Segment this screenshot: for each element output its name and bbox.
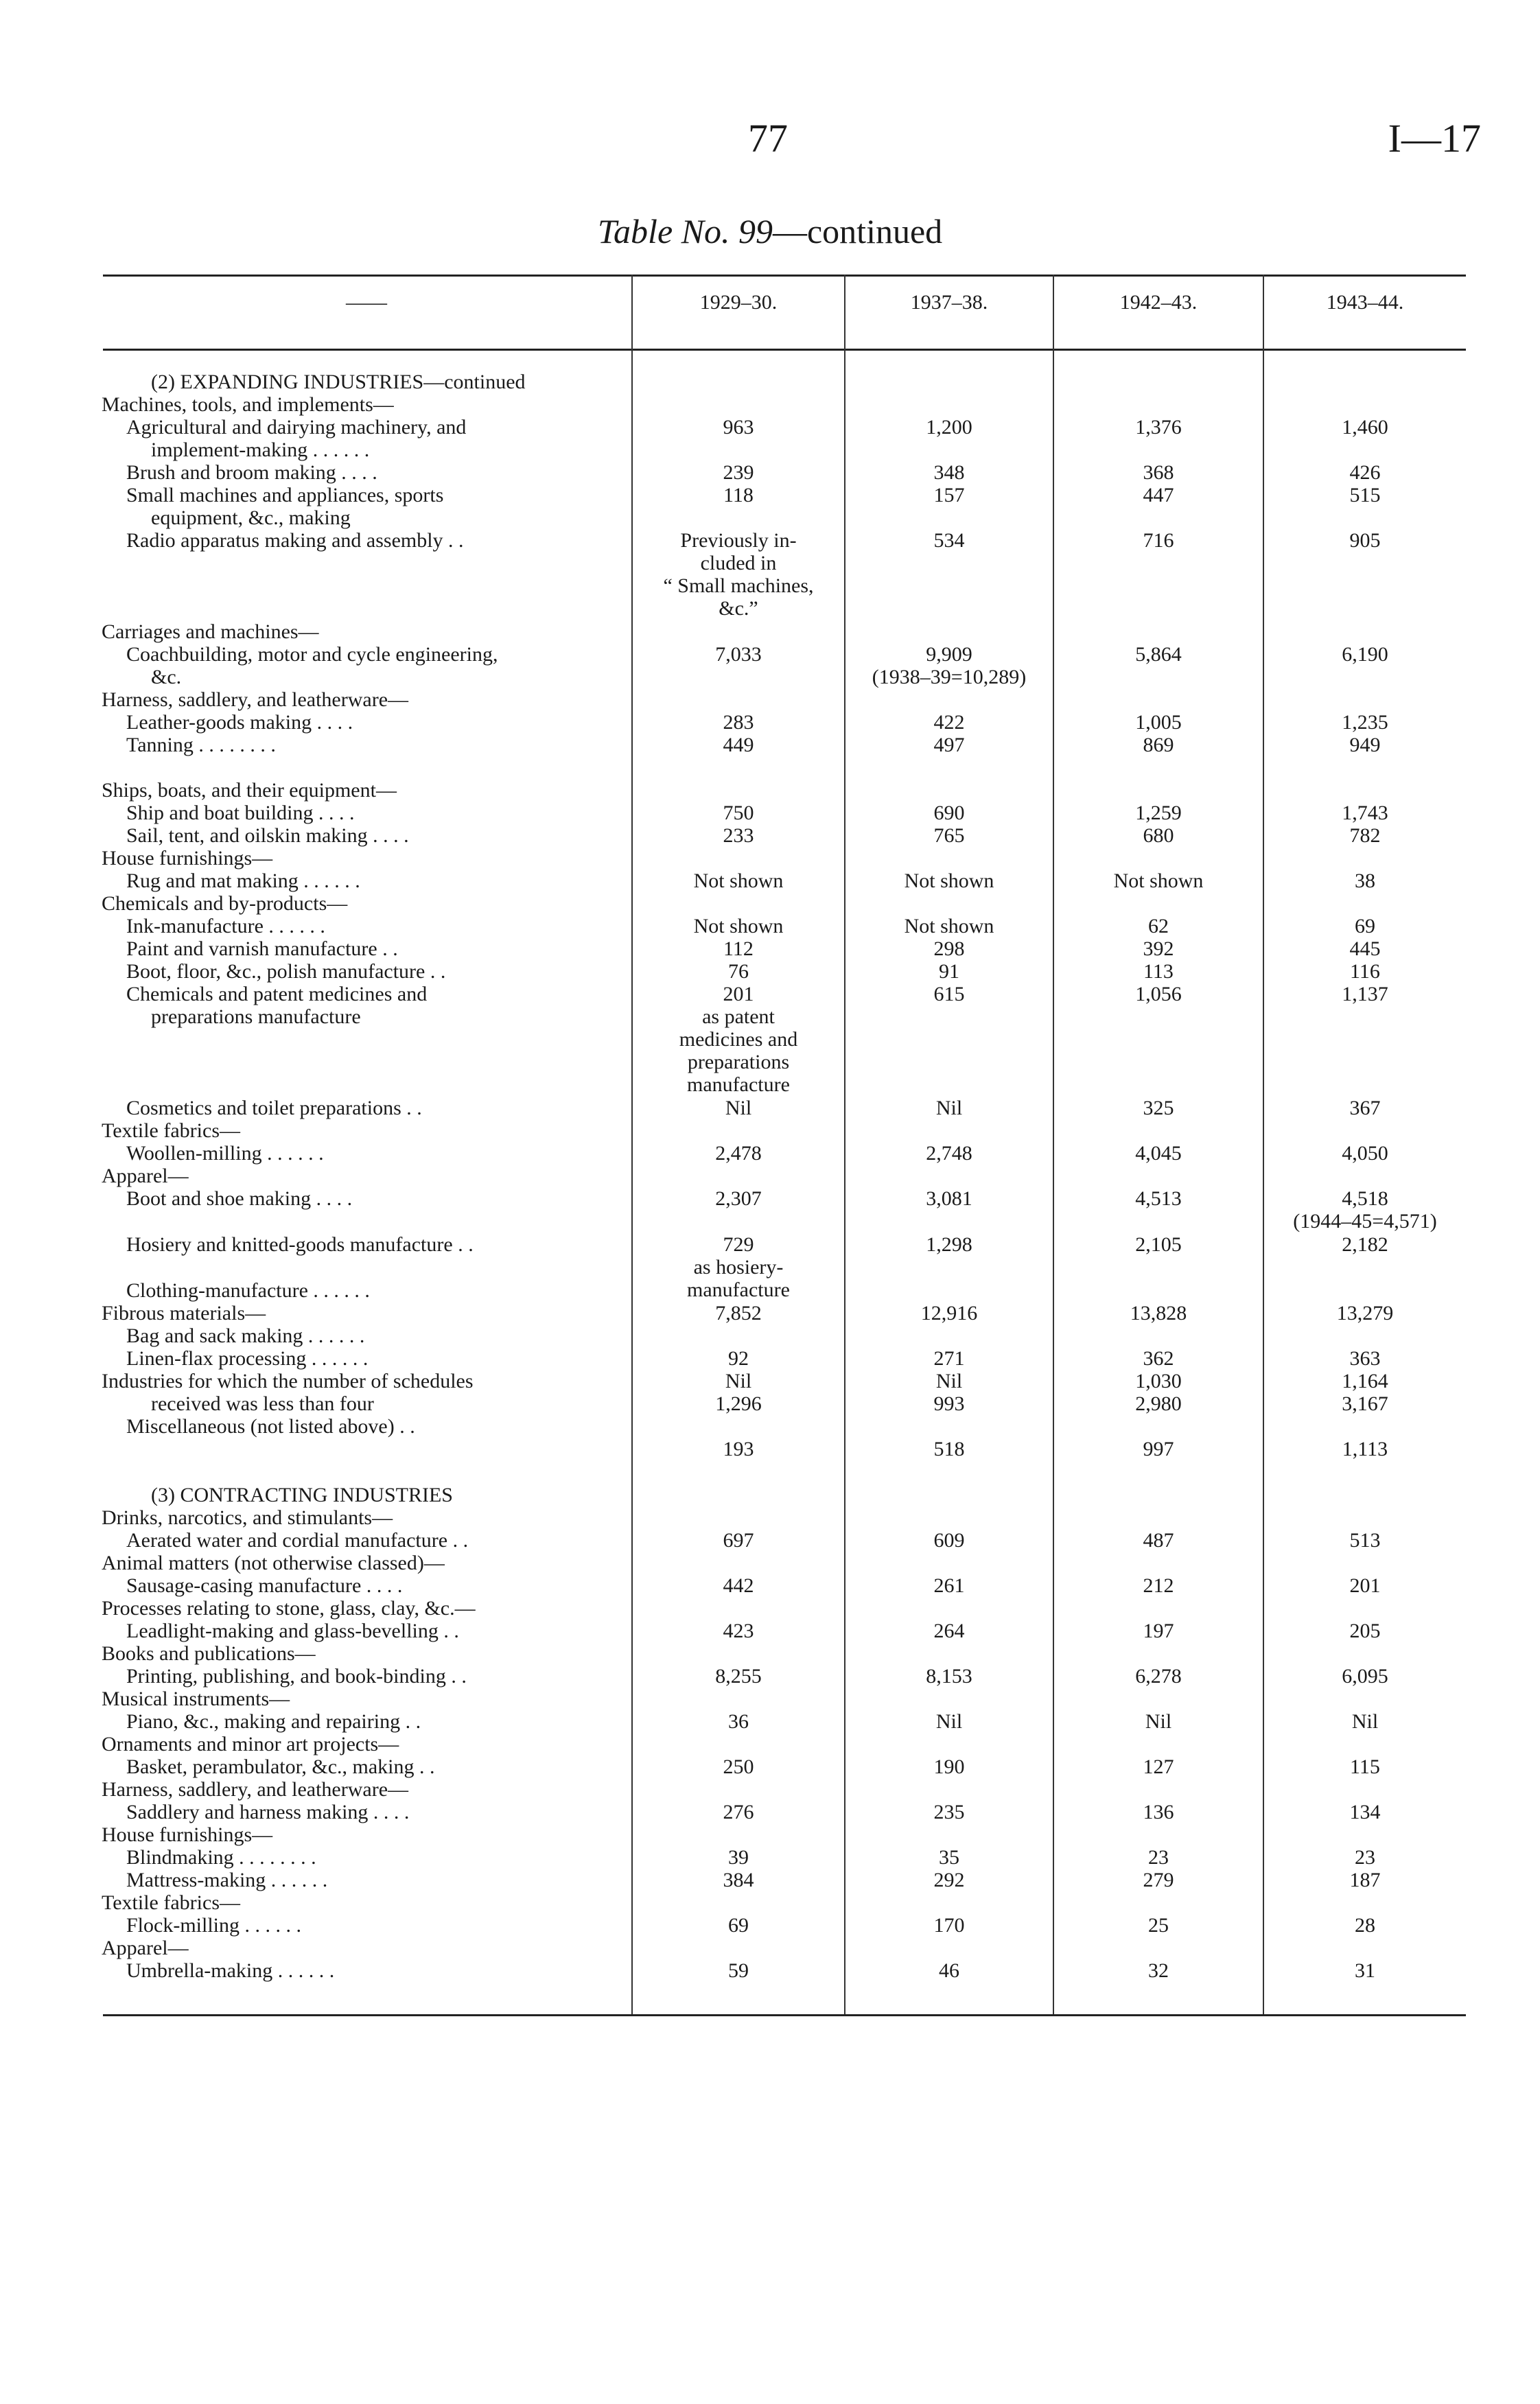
table-row-label: preparations manufacture — [151, 1005, 361, 1028]
table-cell: 118 — [723, 484, 754, 506]
table-row-label: &c. — [151, 666, 182, 688]
table-row-label: Ornaments and minor art projects— — [102, 1733, 399, 1755]
table-cell: “ Small machines, — [663, 574, 814, 597]
table-cell: 392 — [1143, 937, 1174, 960]
table-cell: 279 — [1143, 1869, 1174, 1891]
table-row-label: Ships, boats, and their equipment— — [102, 779, 397, 802]
table-cell: 36 — [728, 1710, 749, 1733]
table-cell: 1,056 — [1135, 983, 1182, 1005]
table-row-label: Textile fabrics— — [102, 1119, 240, 1142]
table-cell: 487 — [1143, 1529, 1174, 1552]
table-cell: 905 — [1349, 529, 1381, 552]
table-row-label: Machines, tools, and implements— — [102, 393, 394, 416]
table-cell: 271 — [933, 1347, 965, 1370]
table-row-label: Coachbuilding, motor and cycle engineering, — [126, 643, 498, 666]
table-row-label: Hosiery and knitted-goods manufacture . . — [126, 1233, 474, 1256]
table-cell: cluded in — [700, 552, 777, 574]
table-cell: 993 — [933, 1392, 965, 1415]
table-row-label: Clothing-manufacture . . . . . . — [126, 1279, 370, 1302]
table-row-label: Printing, publishing, and book-binding . . — [126, 1665, 467, 1688]
table-cell: 5,864 — [1135, 643, 1182, 666]
table-cell: 1,298 — [926, 1233, 972, 1256]
table-row-label: Sail, tent, and oilskin making . . . . — [126, 824, 409, 847]
page-number: 77 — [748, 116, 788, 161]
table-cell: manufacture — [687, 1279, 790, 1301]
table-cell: 7,033 — [715, 643, 762, 666]
table-cell: 497 — [933, 734, 965, 756]
table-cell: 1,113 — [1342, 1438, 1388, 1460]
table-cell: 997 — [1143, 1438, 1174, 1460]
table-row-label: Drinks, narcotics, and stimulants— — [102, 1506, 393, 1529]
table-cell: 170 — [933, 1914, 965, 1937]
table-cell: 134 — [1349, 1801, 1381, 1823]
col-header-1942: 1942–43. — [1119, 291, 1198, 314]
table-cell: 515 — [1349, 484, 1381, 506]
table-row-label: Woollen-milling . . . . . . — [126, 1142, 324, 1165]
table-cell: 367 — [1349, 1097, 1381, 1119]
table-row-label: Saddlery and harness making . . . . — [126, 1801, 410, 1823]
table-cell: Nil — [935, 1370, 963, 1392]
table-cell: Not shown — [693, 870, 784, 892]
table-cell: 201 — [723, 983, 754, 1005]
table-cell: 4,513 — [1135, 1187, 1182, 1210]
table-row-label: Aerated water and cordial manufacture . . — [126, 1529, 469, 1552]
table-cell: Nil — [1351, 1710, 1379, 1733]
table-cell: 4,045 — [1135, 1142, 1182, 1165]
table-row-label: Chemicals and by-products— — [102, 892, 348, 915]
table-cell: 680 — [1143, 824, 1174, 847]
table-cell: 233 — [723, 824, 754, 847]
table-cell: Nil — [725, 1097, 752, 1119]
table-cell: 384 — [723, 1869, 754, 1891]
table-cell: 212 — [1143, 1574, 1174, 1597]
table-cell: 25 — [1148, 1914, 1169, 1937]
table-row-label: Chemicals and patent medicines and — [126, 983, 428, 1005]
table-cell: 615 — [933, 983, 965, 1005]
table-cell: 38 — [1355, 870, 1375, 892]
table-row-label: Animal matters (not otherwise classed)— — [102, 1552, 445, 1574]
table-cell: 9,909 — [926, 643, 972, 666]
table-cell: 76 — [728, 960, 749, 983]
table-row-label: Sausage-casing manufacture . . . . — [126, 1574, 403, 1597]
table-cell: 13,279 — [1336, 1302, 1394, 1324]
table-row-label: Bag and sack making . . . . . . — [126, 1324, 365, 1347]
table-row-label: Umbrella-making . . . . . . — [126, 1959, 335, 1982]
table-cell: 368 — [1143, 461, 1174, 484]
table-row-label: Flock-milling . . . . . . — [126, 1914, 301, 1937]
table-cell: 2,478 — [715, 1142, 762, 1165]
table-cell: 1,376 — [1135, 416, 1182, 439]
table-cell: 116 — [1350, 960, 1380, 983]
table-row-label: Piano, &c., making and repairing . . — [126, 1710, 421, 1733]
table-cell: 201 — [1349, 1574, 1381, 1597]
table-cell: 2,980 — [1135, 1392, 1182, 1415]
table-cell: 250 — [723, 1755, 754, 1778]
table-cell: 91 — [939, 960, 959, 983]
table-row-label: Boot, floor, &c., polish manufacture . . — [126, 960, 446, 983]
table-cell: 1,743 — [1342, 802, 1388, 824]
table-cell: 1,235 — [1342, 711, 1388, 734]
table-cell: 2,105 — [1135, 1233, 1182, 1256]
table-row-label: Harness, saddlery, and leatherware— — [102, 1778, 409, 1801]
table-row-label: implement-making . . . . . . — [151, 439, 370, 461]
table-cell: 112 — [723, 937, 754, 960]
table-cell: 1,200 — [926, 416, 972, 439]
table-row-label: Ink-manufacture . . . . . . — [126, 915, 325, 937]
table-row-label: Carriages and machines— — [102, 620, 319, 643]
table-cell: 264 — [933, 1620, 965, 1642]
table-cell: 283 — [723, 711, 754, 734]
table-row-label: Ship and boat building . . . . — [126, 802, 355, 824]
bottom-rule — [103, 2014, 1466, 2016]
table-cell: 59 — [728, 1959, 749, 1982]
table-cell: 6,278 — [1135, 1665, 1182, 1688]
table-cell: 69 — [1355, 915, 1375, 937]
table-cell: 23 — [1148, 1846, 1169, 1869]
table-title — [0, 211, 1540, 251]
table-cell: 697 — [723, 1529, 754, 1552]
table-cell: 363 — [1349, 1347, 1381, 1370]
table-row-label: Small machines and appliances, sports — [126, 484, 444, 506]
table-cell: Nil — [935, 1710, 963, 1733]
table-cell: as patent — [702, 1005, 775, 1028]
table-cell: 193 — [723, 1438, 754, 1460]
table-row-label: Agricultural and dairying machinery, and — [126, 416, 467, 439]
table-cell: 7,852 — [715, 1302, 762, 1324]
table-row-label: Leather-goods making . . . . — [126, 711, 353, 734]
table-cell: 4,518 — [1342, 1187, 1388, 1210]
table-cell: Not shown — [1113, 870, 1204, 892]
table-row-label: Cosmetics and toilet preparations . . — [126, 1097, 422, 1119]
table-cell: 2,182 — [1342, 1233, 1388, 1256]
table-row-label: Basket, perambulator, &c., making . . — [126, 1755, 435, 1778]
table-row-label: Musical instruments— — [102, 1688, 290, 1710]
table-row-label: Linen-flax processing . . . . . . — [126, 1347, 369, 1370]
table-cell: 127 — [1143, 1755, 1174, 1778]
table-cell: 31 — [1355, 1959, 1375, 1982]
table-row-label: Textile fabrics— — [102, 1891, 240, 1914]
table-row-label: Leadlight-making and glass-bevelling . . — [126, 1620, 459, 1642]
table-cell: medicines and — [679, 1028, 798, 1051]
table-row-label: Miscellaneous (not listed above) . . — [126, 1415, 415, 1438]
table-cell: 782 — [1349, 824, 1381, 847]
table-cell: 949 — [1349, 734, 1381, 756]
table-cell: 113 — [1143, 960, 1174, 983]
table-cell: 292 — [933, 1869, 965, 1891]
table-row-label: (2) EXPANDING INDUSTRIES—continued — [151, 371, 526, 393]
table-cell: 426 — [1349, 461, 1381, 484]
table-cell: 235 — [933, 1801, 965, 1823]
table-cell: 765 — [933, 824, 965, 847]
table-cell: 2,307 — [715, 1187, 762, 1210]
table-cell: 115 — [1350, 1755, 1380, 1778]
table-cell: 69 — [728, 1914, 749, 1937]
table-cell: 32 — [1148, 1959, 1169, 1982]
table-row-label: Boot and shoe making . . . . — [126, 1187, 353, 1210]
table-cell: 8,255 — [715, 1665, 762, 1688]
table-cell: 445 — [1349, 937, 1381, 960]
table-cell: 2,748 — [926, 1142, 972, 1165]
table-cell: 422 — [933, 711, 965, 734]
top-rule — [103, 275, 1466, 277]
table-cell: 869 — [1143, 734, 1174, 756]
table-cell: 3,081 — [926, 1187, 972, 1210]
table-row-label: received was less than four — [151, 1392, 374, 1415]
table-row-label: House furnishings— — [102, 847, 273, 870]
table-row-label: Blindmaking . . . . . . . . — [126, 1846, 316, 1869]
table-cell: Not shown — [904, 870, 994, 892]
table-cell: 8,153 — [926, 1665, 972, 1688]
table-cell: 136 — [1143, 1801, 1174, 1823]
table-cell: 362 — [1143, 1347, 1174, 1370]
table-cell: 1,164 — [1342, 1370, 1388, 1392]
table-cell: 4,050 — [1342, 1142, 1388, 1165]
table-cell: 197 — [1143, 1620, 1174, 1642]
col-header-1937: 1937–38. — [910, 291, 988, 314]
table-cell: 729 — [723, 1233, 754, 1256]
table-cell: 276 — [723, 1801, 754, 1823]
table-cell: 690 — [933, 802, 965, 824]
table-cell: 205 — [1349, 1620, 1381, 1642]
table-cell: 325 — [1143, 1097, 1174, 1119]
table-cell: 6,190 — [1342, 643, 1388, 666]
table-cell: 447 — [1143, 484, 1174, 506]
table-cell: 187 — [1349, 1869, 1381, 1891]
table-cell: 1,460 — [1342, 416, 1388, 439]
table-row-label: Tanning . . . . . . . . — [126, 734, 276, 756]
table-row-label: Processes relating to stone, glass, clay, &c.— — [102, 1597, 476, 1620]
table-cell: &c.” — [719, 597, 758, 620]
table-cell: (1938–39=10,289) — [872, 666, 1027, 688]
table-cell: 92 — [728, 1347, 749, 1370]
col-header-1929: 1929–30. — [699, 291, 778, 314]
table-cell: 298 — [933, 937, 965, 960]
table-cell: as hosiery- — [693, 1256, 784, 1279]
table-cell: 46 — [939, 1959, 959, 1982]
header-rule — [103, 349, 1466, 351]
table-row-label: Apparel— — [102, 1937, 189, 1959]
table-cell: 12,916 — [920, 1302, 978, 1324]
table-cell: 1,259 — [1135, 802, 1182, 824]
table-row-label: Industries for which the number of schedules — [102, 1370, 474, 1392]
table-cell: Not shown — [904, 915, 994, 937]
table-row-label: Books and publications— — [102, 1642, 316, 1665]
table-cell: 609 — [933, 1529, 965, 1552]
table-cell: 750 — [723, 802, 754, 824]
table-cell: 1,296 — [715, 1392, 762, 1415]
table-cell: 3,167 — [1342, 1392, 1388, 1415]
table-cell: 6,095 — [1342, 1665, 1388, 1688]
table-cell: 1,137 — [1342, 983, 1388, 1005]
table-cell: 190 — [933, 1755, 965, 1778]
table-row-label: Fibrous materials— — [102, 1302, 266, 1324]
table-row-label: Paint and varnish manufacture . . — [126, 937, 398, 960]
table-title-rest: —continued — [772, 212, 943, 250]
table-cell: Nil — [1145, 1710, 1172, 1733]
table-cell: 261 — [933, 1574, 965, 1597]
table-row-label: equipment, &c., making — [151, 506, 351, 529]
table-cell: 239 — [723, 461, 754, 484]
table-cell: 348 — [933, 461, 965, 484]
table-cell: 62 — [1148, 915, 1169, 937]
table-cell: 513 — [1349, 1529, 1381, 1552]
table-cell: 1,030 — [1135, 1370, 1182, 1392]
table-cell: 28 — [1355, 1914, 1375, 1937]
table-cell: 39 — [728, 1846, 749, 1869]
table-row-label: Brush and broom making . . . . — [126, 461, 377, 484]
table-cell: 23 — [1355, 1846, 1375, 1869]
table-cell: (1944–45=4,571) — [1293, 1210, 1437, 1233]
table-cell: 518 — [933, 1438, 965, 1460]
table-cell: 1,005 — [1135, 711, 1182, 734]
table-cell: 716 — [1143, 529, 1174, 552]
table-cell: Previously in- — [680, 529, 797, 552]
table-title-italic: Table No. 99 — [597, 212, 773, 250]
table-cell: preparations — [687, 1051, 790, 1073]
table-cell: 963 — [723, 416, 754, 439]
table-row-label: Harness, saddlery, and leatherware— — [102, 688, 409, 711]
table-cell: Nil — [725, 1370, 752, 1392]
table-row-label: (3) CONTRACTING INDUSTRIES — [151, 1484, 453, 1506]
table-cell: 442 — [723, 1574, 754, 1597]
table-cell: 35 — [939, 1846, 959, 1869]
col-header-1943: 1943–44. — [1326, 291, 1404, 314]
table-row-label: Apparel— — [102, 1165, 189, 1187]
table-row-label: House furnishings— — [102, 1823, 273, 1846]
table-cell: 534 — [933, 529, 965, 552]
table-cell: 13,828 — [1130, 1302, 1187, 1324]
table-cell: Not shown — [693, 915, 784, 937]
table-cell: 157 — [933, 484, 965, 506]
stub-header: —— — [346, 291, 387, 314]
table-row-label: Rug and mat making . . . . . . — [126, 870, 360, 892]
table-cell: Nil — [935, 1097, 963, 1119]
table-cell: 423 — [723, 1620, 754, 1642]
table-row-label: Radio apparatus making and assembly . . — [126, 529, 464, 552]
page-reference: I—17 — [1388, 116, 1481, 161]
table-cell: 449 — [723, 734, 754, 756]
table-cell: manufacture — [687, 1073, 790, 1096]
table-row-label: Mattress-making . . . . . . — [126, 1869, 328, 1891]
